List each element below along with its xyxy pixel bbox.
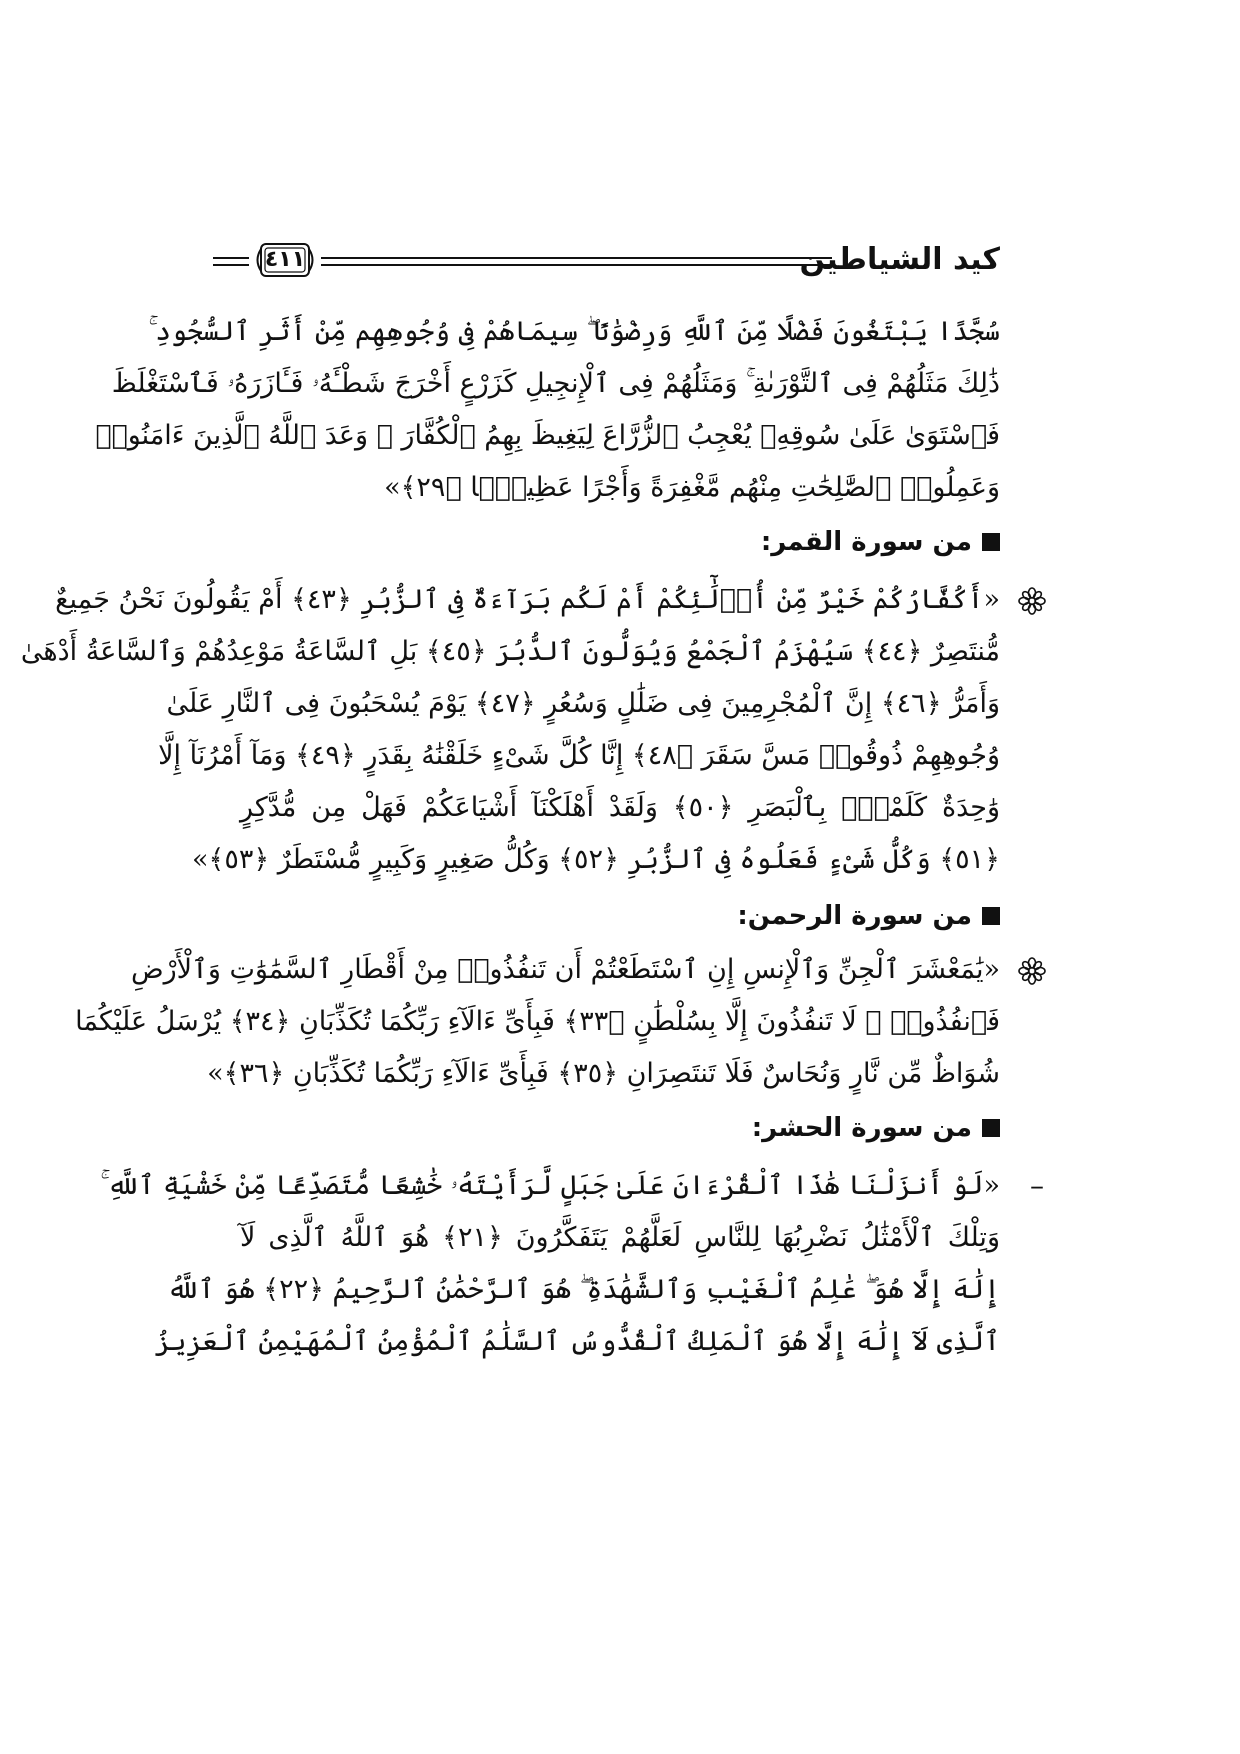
text-line: فَٱنفُذُوا۟ ۚ لَا تَنفُذُونَ إِلَّا بِسُلْطَٰنٍ ﴿٣٣﴾ فَبِأَىِّ ءَالَآءِ رَبِّكُمَا تُكَذِّبَانِ ﴿٣٤﴾ يُرْسَلُ عَلَيْكُمَا: [75, 1006, 1000, 1037]
text-line: وَٰحِدَةٌ كَلَمْحٍۭ بِٱلْبَصَرِ ﴿٥٠﴾ وَلَقَدْ أَهْلَكْنَآ أَشْيَاعَكُمْ فَهَلْ مِن مُّدَّكِرٍ: [240, 792, 1000, 823]
text-line: وَتِلْكَ ٱلْأَمْثَٰلُ نَضْرِبُهَا لِلنَّاسِ لَعَلَّهُمْ يَتَفَكَّرُونَ ﴿٢١﴾ هُوَ ٱللَّهُ ٱلَّذِى لَآ: [240, 1222, 1000, 1253]
section-heading-rahman: [737, 894, 1000, 938]
text-line: وَعَمِلُوا۟ ٱلصَّٰلِحَٰتِ مِنْهُم مَّغْفِرَةً وَأَجْرًا عَظِيمًۢا ﴿٢٩﴾»: [384, 472, 1000, 503]
page-number-badge: [253, 241, 317, 279]
section-heading-qamar: [761, 520, 1000, 564]
section-heading-text: من سورة الحشر:: [751, 1113, 972, 1143]
text-line: إِلَٰهَ إِلَّا هُوَ ۖ عَٰلِمُ ٱلْغَيْبِ وَٱلشَّهَٰدَةِ ۖ هُوَ ٱلرَّحْمَٰنُ ٱلرَّحِيمُ ﴿٢٢﴾ هُوَ ٱللَّهُ: [166, 1274, 1000, 1305]
section-heading-text: من سورة الرحمن:: [737, 901, 972, 931]
text-line: «يَٰمَعْشَرَ ٱلْجِنِّ وَٱلْإِنسِ إِنِ ٱسْتَطَعْتُمْ أَن تَنفُذُوا۟ مِنْ أَقْطَارِ ٱلسَّمَٰوَٰتِ وَٱلْأَرْضِ: [130, 954, 1000, 985]
dash-icon: –: [1030, 1169, 1044, 1202]
section-heading-text: من سورة القمر:: [760, 527, 972, 557]
text-line: شُوَاظٌ مِّن نَّارٍ وَنُحَاسٌ فَلَا تَنتَصِرَانِ ﴿٣٥﴾ فَبِأَىِّ ءَالَآءِ رَبِّكُمَا تُكَذِّبَانِ ﴿٣٦﴾»: [207, 1058, 1000, 1089]
header-double-rule-right: [321, 251, 832, 271]
header-double-rule-left: [213, 251, 249, 271]
text-line: وُجُوهِهِمْ ذُوقُوا۟ مَسَّ سَقَرَ ﴿٤٨﴾ إِنَّا كُلَّ شَىْءٍ خَلَقْنَٰهُ بِقَدَرٍ ﴿٤٩﴾ وَمَآ أَمْرُنَآ إِلَّا: [158, 740, 1000, 771]
flower-ornament-icon: [1017, 956, 1047, 986]
running-title: كيد الشياطين: [799, 242, 1000, 277]
text-line: «أَكُفَّارُكُمْ خَيْرٌ مِّنْ أُو۟لَٰٓئِكُمْ أَمْ لَكُم بَرَآءَةٌ فِى ٱلزُّبُرِ ﴿٤٣﴾ أَمْ يَقُولُونَ نَحْنُ جَمِيعٌ: [55, 584, 1000, 615]
text-line: فَٱسْتَوَىٰ عَلَىٰ سُوقِهِۦ يُعْجِبُ ٱلزُّرَّاعَ لِيَغِيظَ بِهِمُ ٱلْكُفَّارَ ۗ وَعَدَ ٱللَّهُ ٱلَّذِينَ ءَامَنُوا۟: [95, 420, 1000, 451]
text-line: مُّنتَصِرٌ ﴿٤٤﴾ سَيُهْزَمُ ٱلْجَمْعُ وَيُوَلُّونَ ٱلدُّبُرَ ﴿٤٥﴾ بَلِ ٱلسَّاعَةُ مَوْعِدُهُمْ وَٱلسَّاعَةُ أَدْهَىٰ: [20, 636, 1000, 667]
page-header: [213, 240, 1000, 284]
text-line: ذَٰلِكَ مَثَلُهُمْ فِى ٱلتَّوْرَىٰةِ ۚ وَمَثَلُهُمْ فِى ٱلْإِنجِيلِ كَزَرْعٍ أَخْرَجَ شَطْـَٔهُۥ فَـَٔازَرَهُۥ فَٱسْتَغْلَظَ: [111, 368, 1000, 399]
filled-square-icon: [982, 907, 1000, 925]
section-heading-hashr: [752, 1106, 1000, 1150]
text-line: وَأَمَرُّ ﴿٤٦﴾ إِنَّ ٱلْمُجْرِمِينَ فِى ضَلَٰلٍ وَسُعُرٍ ﴿٤٧﴾ يَوْمَ يُسْحَبُونَ فِى ٱلنَّارِ عَلَىٰ: [166, 688, 1000, 719]
text-line: ﴿٥١﴾ وَكُلُّ شَىْءٍ فَعَلُوهُ فِى ٱلزُّبُرِ ﴿٥٢﴾ وَكُلُّ صَغِيرٍ وَكَبِيرٍ مُّسْتَطَرٌ ﴿٥٣﴾»: [191, 844, 1000, 875]
page-number: ٤١١: [264, 247, 306, 272]
flower-ornament-icon: [1017, 586, 1047, 616]
text-line: ٱلَّذِى لَآ إِلَٰهَ إِلَّا هُوَ ٱلْمَلِكُ ٱلْقُدُّوسُ ٱلسَّلَٰمُ ٱلْمُؤْمِنُ ٱلْمُهَيْمِنُ ٱلْعَزِيزُ: [154, 1326, 1000, 1357]
filled-square-icon: [982, 1119, 1000, 1137]
text-line: «لَوْ أَنزَلْنَا هَٰذَا ٱلْقُرْءَانَ عَلَىٰ جَبَلٍ لَّرَأَيْتَهُۥ خَٰشِعًا مُّتَصَدِّعًا مِّنْ خَشْيَةِ ٱللَّهِ ۚ: [100, 1170, 1000, 1201]
filled-square-icon: [982, 533, 1000, 551]
text-line: سُجَّدًا يَبْتَغُونَ فَضْلًا مِّنَ ٱللَّهِ وَرِضْوَٰنًا ۖ سِيمَاهُمْ فِى وُجُوهِهِم مِّنْ أَثَرِ ٱلسُّجُودِ ۚ: [148, 316, 1000, 347]
